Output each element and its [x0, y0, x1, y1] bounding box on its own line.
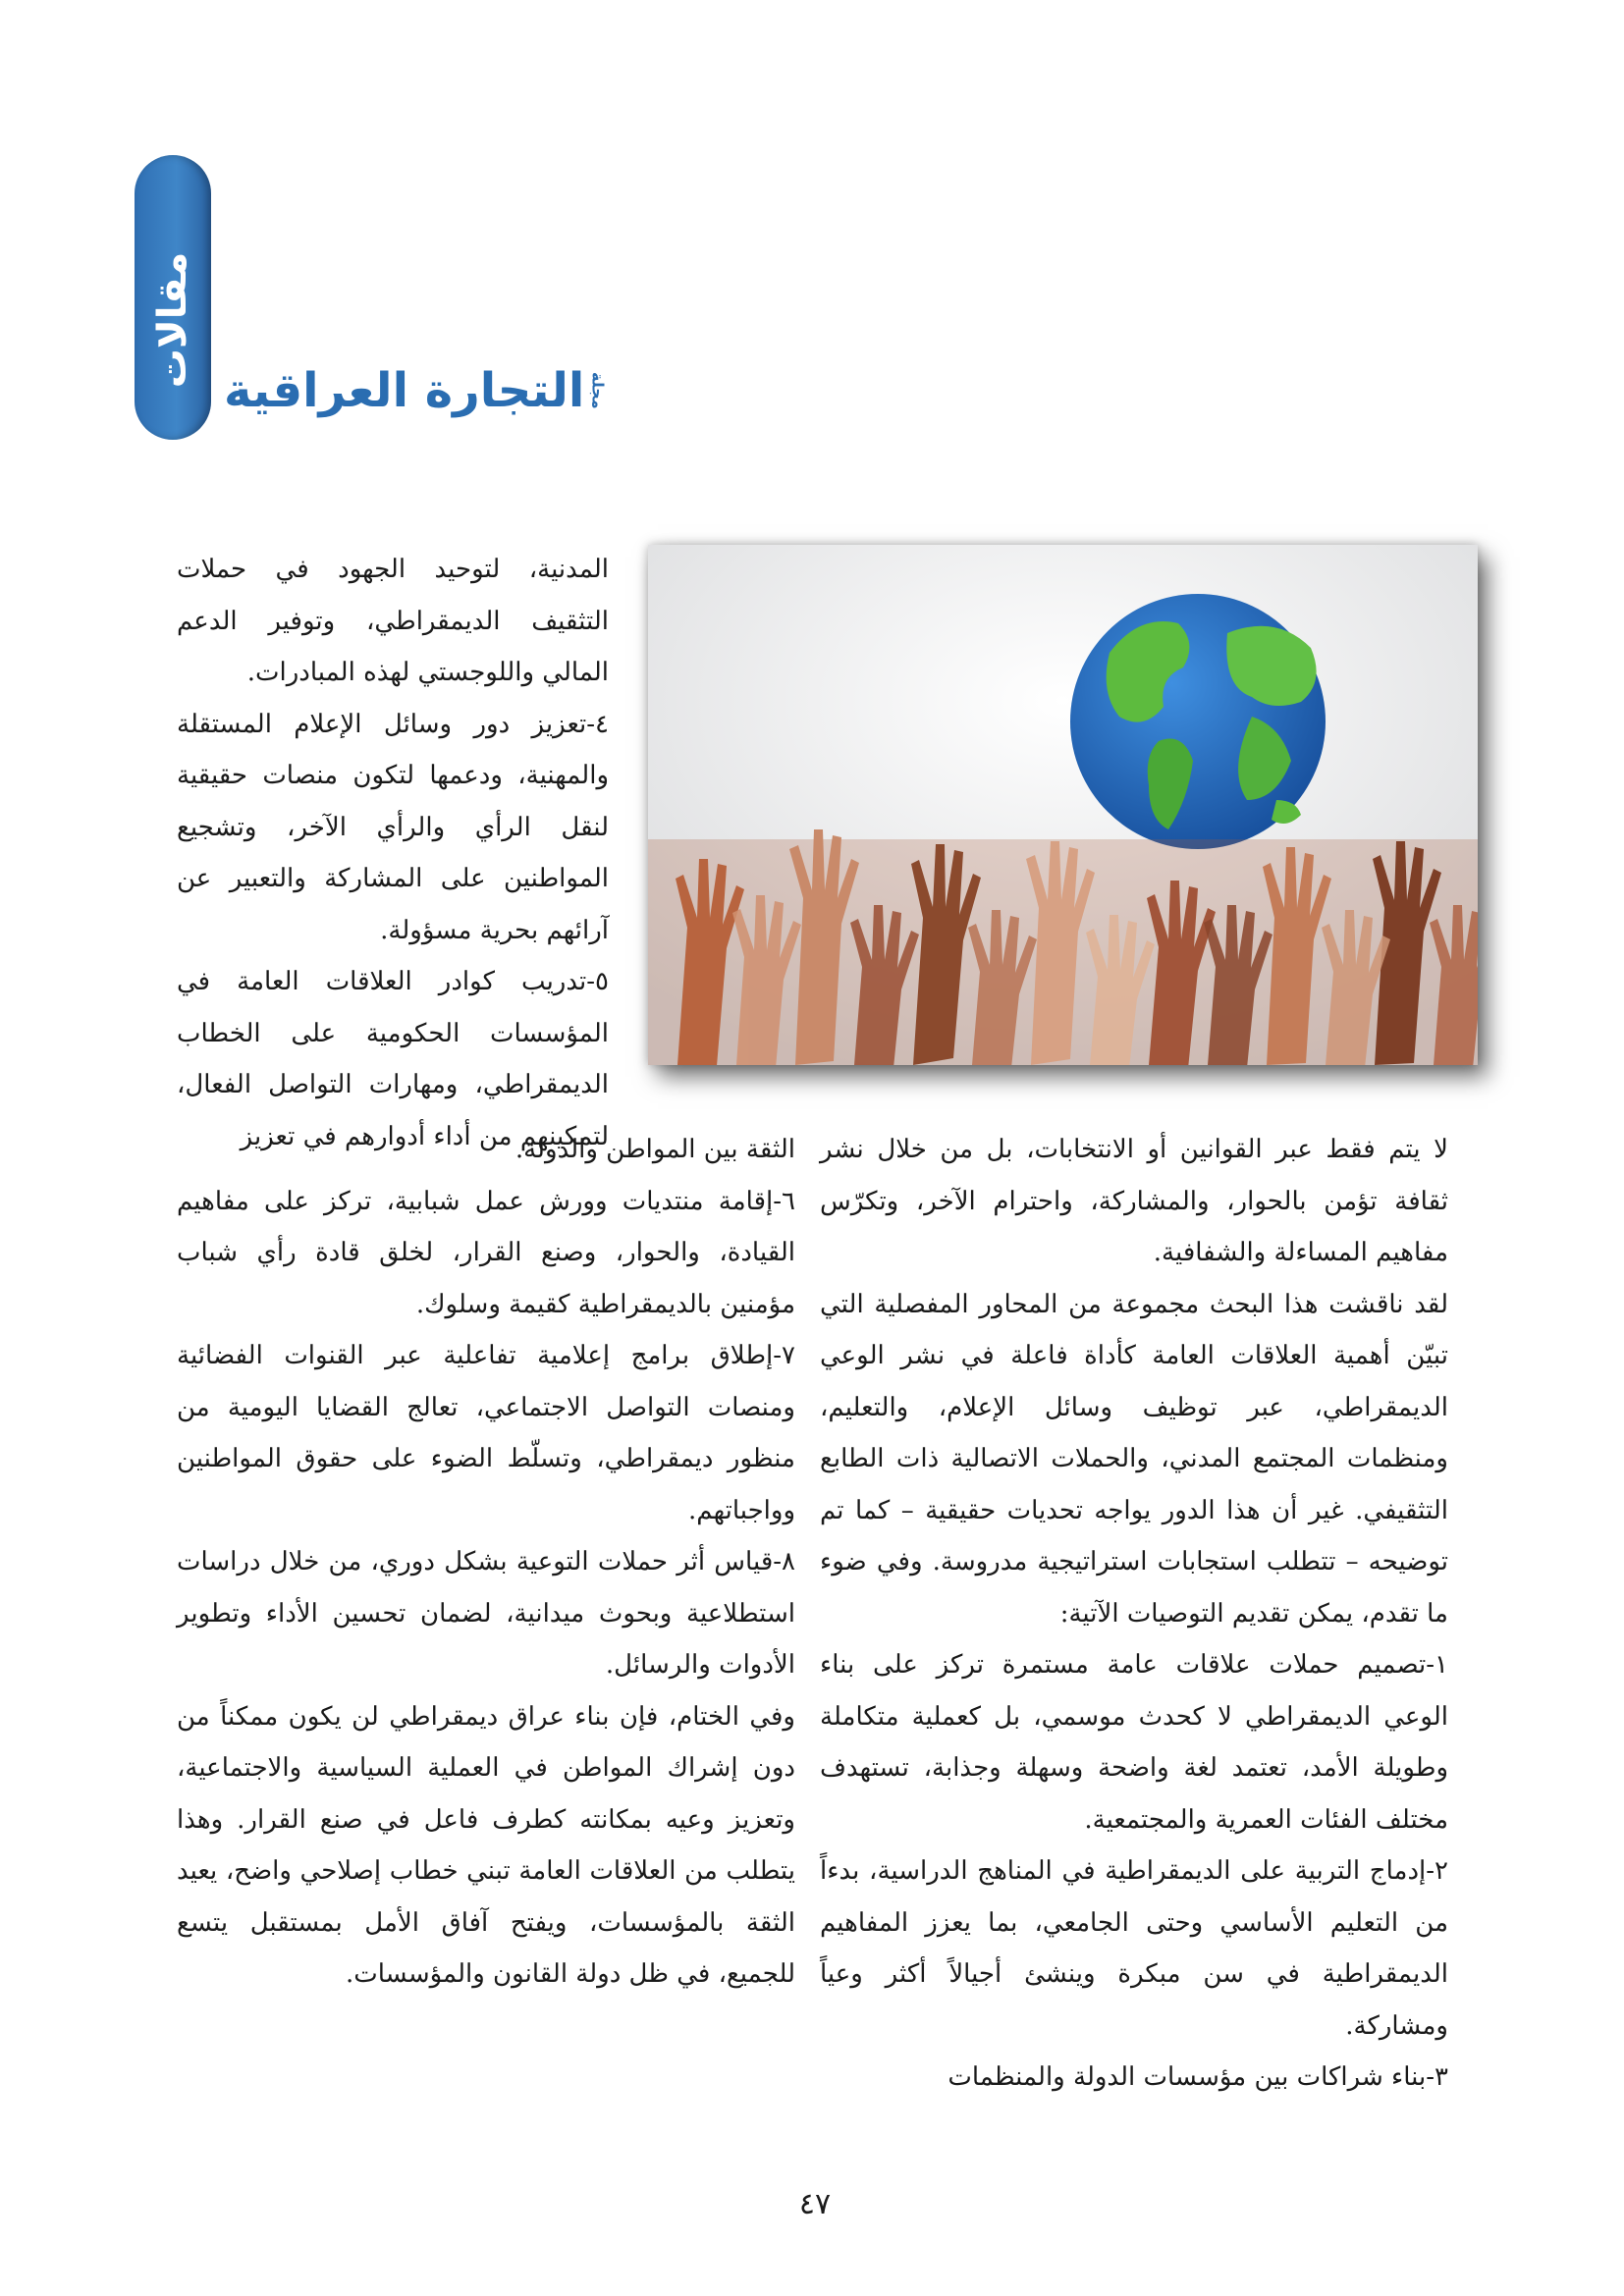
paragraph: ٥-تدريب كوادر العلاقات العامة في المؤسسات الحكومية على الخطاب الديمقراطي، ومهارات التواصل الفعال، لتمكينهم من أداء أدوارهم في تعزيز	[177, 967, 609, 1151]
raised-hands	[648, 829, 1478, 1065]
article-photo	[648, 545, 1478, 1065]
magazine-logo-title: التجارة العراقية	[224, 362, 585, 418]
page-number: ٤٧	[798, 2187, 832, 2221]
section-tab	[135, 155, 211, 440]
paragraph: ١-تصميم حملات علاقات عامة مستمرة تركز على بناء الوعي الديمقراطي لا كحدث موسمي، بل كعملية متكاملة وطويلة الأمد، تعتمد لغة واضحة وسهلة وجذابة، تستهدف مختلف الفئات العمرية والمجتمعية.	[820, 1650, 1448, 1835]
paragraph: وفي الختام، فإن بناء عراق ديمقراطي لن يكون ممكناً من دون إشراك المواطن في العملية السياسية والاجتماعية، وتعزيز وعيه بمكانته كطرف فاعل في صنع القرار. وهذا يتطلب من العلاقات العامة تبني خطاب إصلاحي واضح، يعيد الثقة بالمؤسسات، ويفتح آفاق الأمل بمستقبل يتسع للجميع، في ظل دولة القانون والمؤسسات.	[177, 1701, 795, 1989]
hands-globe-illustration	[648, 545, 1478, 1065]
paragraph: ٤-تعزيز دور وسائل الإعلام المستقلة والمهنية، ودعمها لتكون منصات حقيقية لنقل الرأي والرأي الآخر، وتشجيع المواطنين على المشاركة والتعبير عن آرائهم بحرية مسؤولة.	[177, 709, 609, 945]
column-right	[820, 1124, 1448, 2104]
paragraph: ٣-بناء شراكات بين مؤسسات الدولة والمنظمات	[947, 2062, 1448, 2092]
paragraph: ٦-إقامة منتديات وورش عمل شبابية، تركز على مفاهيم القيادة، والحوار، وصنع القرار، لخلق قادة رأي شباب مؤمنين بالديمقراطية كقيمة وسلوك.	[177, 1186, 795, 1319]
globe-icon	[1070, 594, 1326, 849]
paragraph: ٧-إطلاق برامج إعلامية تفاعلية عبر القنوات الفضائية ومنصات التواصل الاجتماعي، تعالج القضايا اليومية من منظور ديمقراطي، وتسلّط الضوء على حقوق المواطنين وواجباتهم.	[177, 1341, 795, 1525]
paragraph: ٢-إدماج التربية على الديمقراطية في المناهج الدراسية، بدءاً من التعليم الأساسي وحتى الجامعي، بما يعزز المفاهيم الديمقراطية في سن مبكرة وينشئ أجيالاً أكثر وعياً ومشاركة.	[820, 1856, 1448, 2041]
section-tab-label: مقالات	[150, 251, 195, 389]
paragraph: ٨-قياس أثر حملات التوعية بشكل دوري، من خلال دراسات استطلاعية وبحوث ميدانية، لضمان تحسين الأداء وتطوير الأدوات والرسائل.	[177, 1547, 795, 1680]
paragraph: المدنية، لتوحيد الجهود في حملات التثقيف الديمقراطي، وتوفير الدعم المالي واللوجستي لهذه المبادرات.	[177, 555, 609, 687]
paragraph: الثقة بين المواطن والدولة.	[514, 1135, 795, 1164]
paragraph: لقد ناقشت هذا البحث مجموعة من المحاور المفصلية التي تبيّن أهمية العلاقات العامة كأداة فاعلة في نشر الوعي الديمقراطي، عبر توظيف وسائل الإعلام، والتعليم، ومنظمات المجتمع المدني، والحملات الاتصالية ذات الطابع التثقيفي. غير أن هذا الدور يواجه تحديات حقيقية – كما تم توضيحه – تتطلب استجابات استراتيجية مدروسة. وفي ضوء ما تقدم، يمكن تقديم التوصيات الآتية:	[820, 1289, 1448, 1629]
column-left-top	[177, 544, 609, 1162]
magazine-logo-prefix: مجلة	[588, 371, 608, 409]
column-left-bottom	[177, 1124, 795, 2001]
paragraph: لا يتم فقط عبر القوانين أو الانتخابات، بل من خلال نشر ثقافة تؤمن بالحوار، والمشاركة، واحترام الآخر، وتكرّس مفاهيم المساءلة والشفافية.	[820, 1135, 1448, 1267]
magazine-logo	[224, 353, 608, 427]
